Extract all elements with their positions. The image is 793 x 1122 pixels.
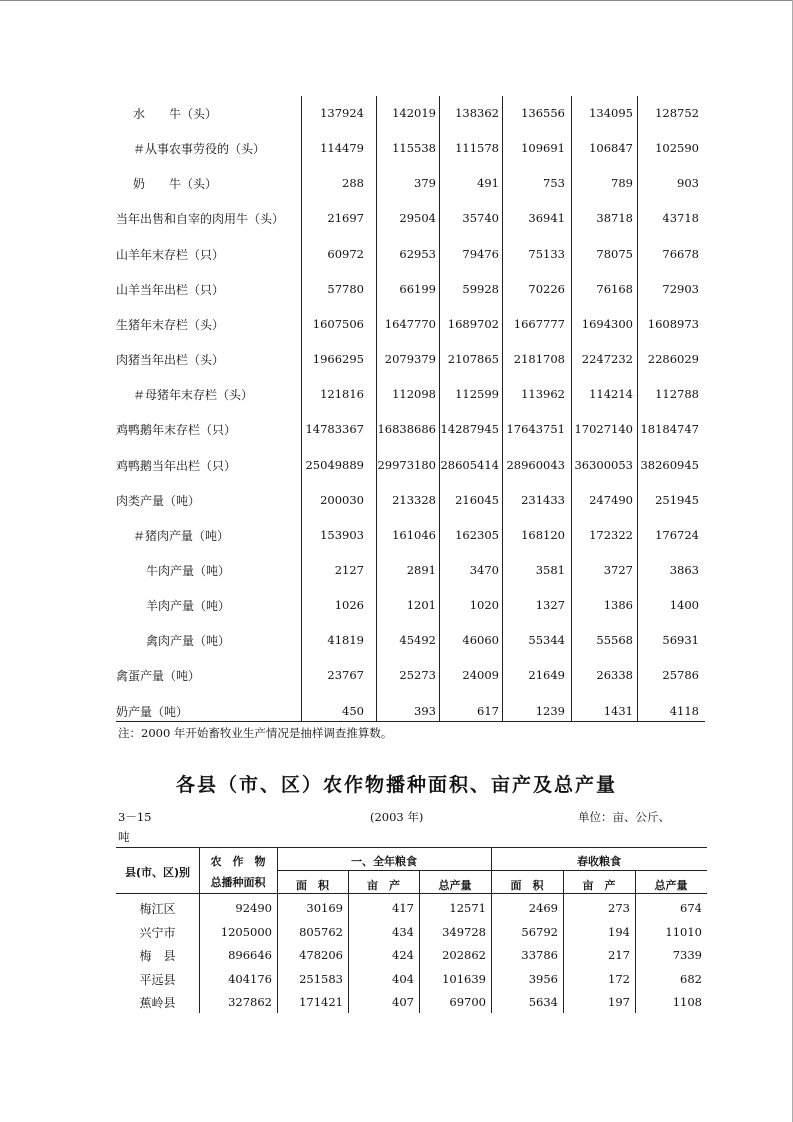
table-row — [116, 377, 705, 412]
value-cell: 1239 — [535, 703, 565, 718]
table-row — [116, 131, 705, 166]
value-cell: 76678 — [662, 246, 699, 261]
value-cell: 903 — [677, 176, 699, 191]
value-cell: 216045 — [455, 492, 499, 507]
row-label: ＃母猪年末存栏（头） — [133, 388, 254, 403]
value-cell: 1386 — [603, 598, 633, 613]
header-area: 面 积 — [296, 879, 329, 892]
header-output: 总产量 — [654, 879, 688, 892]
value-cell: 1607506 — [312, 316, 364, 331]
value-cell: 1020 — [469, 598, 499, 613]
region-name: 蕉岭县 — [139, 996, 176, 1010]
value-cell: 197 — [608, 995, 630, 1009]
header-total-area-1: 农 作 物 — [210, 855, 266, 868]
value-cell: 36941 — [528, 211, 565, 226]
page-border-top — [0, 0, 793, 1]
table-row — [116, 623, 705, 658]
table-row — [116, 990, 707, 1013]
table-row — [116, 483, 705, 518]
value-cell: 176724 — [655, 527, 699, 542]
value-cell: 288 — [342, 176, 364, 191]
value-cell: 202862 — [442, 948, 486, 962]
row-label: 水 牛（头） — [133, 107, 218, 121]
value-cell: 12571 — [449, 901, 486, 915]
value-cell: 72903 — [662, 281, 699, 296]
value-cell: 1694300 — [581, 316, 633, 331]
value-cell: 60972 — [327, 246, 364, 261]
table-row — [116, 694, 705, 729]
value-cell: 38260945 — [640, 457, 699, 472]
value-cell: 1689702 — [447, 316, 499, 331]
value-cell: 101639 — [442, 971, 486, 986]
value-cell: 217 — [608, 948, 630, 962]
section-title: 各县（市、区）农作物播种面积、亩产及总产量 — [175, 774, 617, 796]
value-cell: 136556 — [521, 106, 565, 120]
value-cell: 38718 — [596, 211, 633, 226]
value-cell: 393 — [414, 703, 436, 718]
table-row — [116, 96, 705, 131]
value-cell: 25273 — [399, 668, 436, 683]
value-cell: 112098 — [392, 387, 436, 402]
value-cell: 1400 — [669, 598, 699, 613]
value-cell: 1647770 — [384, 316, 436, 331]
table-row — [116, 201, 705, 236]
value-cell: 46060 — [462, 633, 499, 648]
value-cell: 3956 — [528, 971, 558, 986]
value-cell: 11010 — [665, 924, 702, 939]
table-row — [116, 307, 705, 342]
value-cell: 273 — [608, 901, 630, 915]
value-cell: 114479 — [320, 141, 364, 156]
value-cell: 1205000 — [220, 924, 272, 939]
value-cell: 424 — [392, 948, 414, 962]
value-cell: 79476 — [462, 246, 499, 261]
unit-line-1: 单位：亩、公斤、 — [578, 810, 670, 824]
value-cell: 25049889 — [305, 457, 364, 472]
row-label: 肉猪当年出栏（头） — [116, 353, 225, 368]
value-cell: 617 — [477, 703, 499, 718]
header-bottom-rule — [116, 893, 707, 894]
value-cell: 92490 — [235, 901, 272, 915]
row-label: 羊肉产量（吨） — [146, 599, 231, 614]
table-row — [116, 342, 705, 377]
value-cell: 3470 — [469, 562, 499, 577]
value-cell: 682 — [680, 971, 702, 986]
header-yield: 亩 产 — [582, 879, 616, 892]
value-cell: 114214 — [589, 387, 633, 402]
value-cell: 142019 — [392, 106, 436, 120]
value-cell: 43718 — [662, 211, 699, 226]
value-cell: 18184747 — [640, 422, 699, 437]
row-label: 肉类产量（吨） — [116, 493, 201, 508]
value-cell: 16838686 — [377, 422, 436, 437]
row-label: 牛肉产量（吨） — [146, 563, 231, 578]
value-cell: 134095 — [589, 106, 633, 120]
region-name: 梅江区 — [139, 902, 176, 916]
value-cell: 55568 — [596, 633, 633, 648]
value-cell: 76168 — [596, 281, 633, 296]
value-cell: 5634 — [528, 995, 558, 1009]
table-row — [116, 920, 707, 943]
value-cell: 21697 — [327, 211, 364, 226]
table-row — [116, 166, 705, 201]
value-cell: 36300053 — [574, 457, 633, 472]
value-cell: 41819 — [327, 633, 364, 648]
table-row — [116, 518, 705, 553]
header-area: 面 积 — [510, 879, 544, 892]
value-cell: 1966295 — [312, 352, 364, 367]
value-cell: 168120 — [521, 527, 565, 542]
value-cell: 128752 — [655, 106, 699, 120]
value-cell: 17643751 — [506, 422, 565, 437]
value-cell: 1327 — [535, 598, 565, 613]
row-label: 鸡鸭鹅当年出栏（只） — [116, 458, 237, 473]
value-cell: 2127 — [334, 562, 364, 577]
value-cell: 172322 — [589, 527, 633, 542]
value-cell: 2107865 — [447, 352, 499, 367]
row-label: ＃从事农事劳役的（头） — [133, 142, 266, 157]
value-cell: 327862 — [228, 995, 272, 1009]
row-label: 山羊年末存栏（只） — [116, 247, 225, 262]
value-cell: 231433 — [521, 492, 565, 507]
value-cell: 3863 — [669, 562, 699, 577]
table-row — [116, 588, 705, 623]
value-cell: 404 — [392, 971, 414, 986]
value-cell: 23767 — [327, 668, 364, 683]
value-cell: 59928 — [462, 281, 499, 296]
value-cell: 4118 — [669, 703, 699, 718]
value-cell: 450 — [342, 703, 364, 718]
header-group-spring-grain: 春收粮食 — [577, 855, 621, 868]
table-year: (2003 年) — [370, 810, 424, 824]
value-cell: 25786 — [662, 668, 699, 683]
value-cell: 172 — [608, 971, 630, 986]
value-cell: 33786 — [521, 948, 558, 962]
table-row — [116, 237, 705, 272]
value-cell: 2469 — [528, 901, 558, 915]
table-row — [116, 412, 705, 447]
table-row — [116, 896, 707, 919]
table-number: 3－15 — [118, 810, 152, 824]
table-top-rule — [116, 847, 707, 848]
value-cell: 1667777 — [513, 316, 565, 331]
value-cell: 111578 — [455, 141, 499, 156]
row-label: 当年出售和自宰的肉用牛（头） — [116, 212, 285, 227]
value-cell: 407 — [392, 995, 414, 1009]
value-cell: 805762 — [299, 924, 343, 939]
value-cell: 113962 — [521, 387, 565, 402]
value-cell: 45492 — [399, 633, 436, 648]
value-cell: 112599 — [455, 387, 499, 402]
table-note: 注：2000 年开始畜牧业生产情况是抽样调查推算数。 — [118, 726, 393, 740]
value-cell: 14783367 — [305, 422, 364, 437]
header-group-annual-grain: 一、全年粮食 — [351, 855, 417, 868]
row-label: ＃猪肉产量（吨） — [133, 528, 230, 543]
header-mid-rule — [277, 870, 707, 871]
row-label: 山羊当年出栏（只） — [116, 282, 225, 297]
value-cell: 1431 — [603, 703, 633, 718]
value-cell: 2247232 — [581, 352, 633, 367]
row-label: 奶 牛（头） — [133, 177, 218, 192]
value-cell: 66199 — [399, 281, 436, 296]
header-region: 县(市、区)别 — [124, 866, 191, 879]
value-cell: 56792 — [521, 924, 558, 939]
value-cell: 251945 — [655, 492, 699, 507]
table-row — [116, 448, 705, 483]
value-cell: 1108 — [672, 995, 702, 1009]
value-cell: 896646 — [228, 948, 272, 962]
value-cell: 251583 — [299, 971, 343, 986]
value-cell: 349728 — [442, 924, 486, 939]
value-cell: 102590 — [655, 141, 699, 156]
value-cell: 57780 — [327, 281, 364, 296]
value-cell: 28960043 — [506, 457, 565, 472]
region-name: 平远县 — [139, 972, 176, 987]
value-cell: 56931 — [662, 633, 699, 648]
header-yield: 亩 产 — [367, 879, 400, 892]
value-cell: 35740 — [462, 211, 499, 226]
value-cell: 55344 — [528, 633, 565, 648]
livestock-table — [116, 96, 705, 722]
value-cell: 78075 — [596, 246, 633, 261]
value-cell: 404176 — [228, 971, 272, 986]
row-label: 生猪年末存栏（头） — [116, 317, 225, 332]
value-cell: 70226 — [528, 281, 565, 296]
value-cell: 478206 — [299, 948, 343, 962]
unit-line-2: 吨 — [118, 830, 130, 844]
value-cell: 2079379 — [384, 352, 436, 367]
table-row — [116, 967, 707, 990]
value-cell: 247490 — [589, 492, 633, 507]
value-cell: 109691 — [521, 141, 565, 156]
value-cell: 121816 — [320, 387, 364, 402]
value-cell: 1608973 — [647, 316, 699, 331]
value-cell: 29973180 — [377, 457, 436, 472]
value-cell: 417 — [392, 901, 414, 915]
value-cell: 138362 — [455, 106, 499, 120]
value-cell: 28605414 — [440, 457, 499, 472]
value-cell: 674 — [680, 901, 702, 915]
value-cell: 115538 — [392, 141, 436, 156]
value-cell: 194 — [608, 924, 630, 939]
value-cell: 2891 — [406, 562, 436, 577]
value-cell: 30169 — [306, 901, 343, 915]
table-row — [116, 272, 705, 307]
value-cell: 171421 — [299, 995, 343, 1009]
value-cell: 26338 — [596, 668, 633, 683]
value-cell: 1026 — [334, 598, 364, 613]
value-cell: 162305 — [455, 527, 499, 542]
value-cell: 75133 — [528, 246, 565, 261]
value-cell: 106847 — [589, 141, 633, 156]
value-cell: 153903 — [320, 527, 364, 542]
row-label: 鸡鸭鹅年末存栏（只） — [116, 423, 237, 438]
value-cell: 7339 — [672, 948, 702, 962]
row-label: 禽肉产量（吨） — [146, 634, 231, 649]
value-cell: 62953 — [399, 246, 436, 261]
region-name: 梅 县 — [139, 949, 176, 963]
value-cell: 3727 — [603, 562, 633, 577]
value-cell: 17027140 — [574, 422, 633, 437]
value-cell: 491 — [477, 176, 499, 191]
value-cell: 2286029 — [647, 352, 699, 367]
value-cell: 1201 — [406, 598, 436, 613]
value-cell: 213328 — [392, 492, 436, 507]
value-cell: 24009 — [462, 668, 499, 683]
region-name: 兴宁市 — [139, 925, 176, 940]
value-cell: 379 — [414, 176, 436, 191]
value-cell: 200030 — [320, 492, 364, 507]
value-cell: 753 — [543, 176, 565, 191]
value-cell: 29504 — [399, 211, 436, 226]
value-cell: 14287945 — [440, 422, 499, 437]
value-cell: 789 — [611, 176, 633, 191]
table-row — [116, 658, 705, 693]
table-row — [116, 553, 705, 588]
value-cell: 161046 — [392, 527, 436, 542]
crop-table — [116, 847, 707, 1013]
value-cell: 434 — [392, 924, 414, 939]
header-output: 总产量 — [438, 879, 472, 892]
value-cell: 137924 — [320, 106, 364, 120]
value-cell: 69700 — [449, 995, 486, 1009]
value-cell: 21649 — [528, 668, 565, 683]
value-cell: 112788 — [655, 387, 699, 402]
row-label: 奶产量（吨） — [116, 704, 189, 719]
table-row — [116, 943, 707, 966]
value-cell: 2181708 — [513, 352, 565, 367]
header-total-area-2: 总播种面积 — [210, 876, 266, 889]
value-cell: 3581 — [535, 562, 565, 577]
row-label: 禽蛋产量（吨） — [116, 669, 201, 684]
